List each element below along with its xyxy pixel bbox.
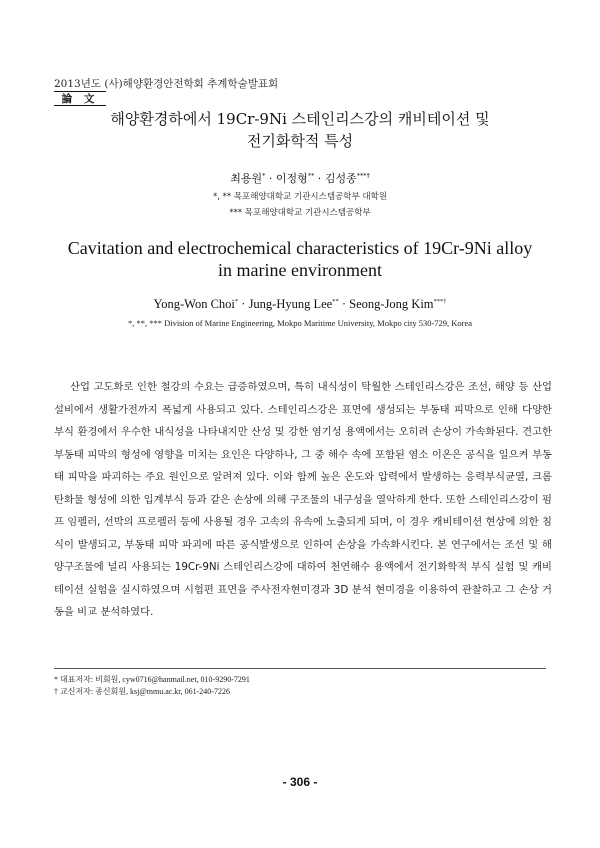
author-separator: · bbox=[265, 172, 276, 185]
footnote-corresponding-author: † 교신저자: 종신회원, ksj@mmu.ac.kr, 061-240-7226 bbox=[54, 687, 230, 696]
author-separator: · bbox=[338, 297, 350, 311]
english-author-3-mark: ***† bbox=[433, 297, 447, 305]
korean-author-2-mark: ** bbox=[307, 171, 315, 180]
english-author-2: Jung-Hyung Lee bbox=[248, 297, 333, 311]
english-author-3: Seong-Jong Kim bbox=[349, 297, 434, 311]
korean-author-1-mark: * bbox=[262, 171, 266, 180]
english-author-1: Yong-Won Choi bbox=[153, 297, 235, 311]
english-author-list bbox=[30, 297, 570, 312]
korean-author-list bbox=[40, 170, 560, 186]
english-affiliation: *, **, *** Division of Marine Engineering, Mokpo Maritime University, Mokpo city 530-729, Korea bbox=[127, 318, 473, 328]
korean-author-2: 이정형 bbox=[275, 172, 308, 185]
english-title-line-2: in marine environment bbox=[218, 260, 382, 280]
article-type-badge: 論 文 bbox=[54, 91, 106, 106]
english-author-2-mark: ** bbox=[332, 297, 339, 305]
korean-affiliation-1: *, ** 목포해양대학교 기관시스템공학부 대학원 bbox=[212, 192, 388, 202]
korean-affiliation-2: *** 목포해양대학교 기관시스템공학부 bbox=[229, 208, 371, 218]
author-separator: · bbox=[314, 172, 325, 185]
abstract-paragraph: 산업 고도화로 인한 철강의 수요는 급증하였으며, 특히 내식성이 탁월한 스테인리스강은 조선, 해양 등 산업설비에서 생활가전까지 폭넓게 사용되고 있다. 스테인리스강은 표면에 생성되는 부동태 피막으로 인해 다양한 부식 환경에서 우수한 내식성을 나타내지만 산성 및 강한 염기성 용액에서는 오히려 손상이 가속화된다. 견고한 부동태 피막의 형성에 영향을 미치는 요인은 다양하나, 그 중 해수 속에 포함된 염소 이온은 공식을 일으켜 부동태 피막을 파괴하는 주요 원인으로 알려져 있다. 이와 함께 높은 온도와 압력에서 발생하는 응력부식균열, 크롬탄화물 형성에 의한 입계부식 등과 같은 손상에 의해 구조물의 내구성을 열악하게 한다. 또한 스테인리스강이 펌프 임펠러, 선박의 프로펠러 등에 사용될 경우 고속의 유속에 노출되게 되며, 이 경우 캐비테이션 현상에 의한 침식이 발생되고, 부동태 피막 파괴에 따른 공식발생으로 인하여 손상을 가속화시킨다. 본 연구에서는 조선 및 해양구조물에 널리 사용되는 19Cr-9Ni 스테인리스강에 대하여 천연해수 용액에서 전기화학적 부식 실험 및 캐비테이션 실험을 실시하였으며 시험편 표면을 주사전자현미경과 3D 분석 현미경을 이용하여 관찰하고 그 손상 거동을 비교 분석하였다. bbox=[54, 381, 552, 618]
conference-header: 2013년도 (사)해양환경안전학회 추계학술발표회 bbox=[54, 78, 279, 90]
english-author-1-mark: * bbox=[234, 297, 239, 305]
footnote-lead-author: * 대표저자: 비회원, cyw0716@hanmail.net, 010-9290-7291 bbox=[54, 675, 250, 684]
korean-author-1: 최용원 bbox=[230, 172, 263, 185]
korean-author-3-mark: ***† bbox=[356, 171, 370, 180]
abstract-body bbox=[54, 376, 552, 624]
korean-title-line-2: 전기화학적 특성 bbox=[246, 132, 354, 150]
english-title-line-1: Cavitation and electrochemical characteristics of 19Cr-9Ni alloy bbox=[67, 238, 533, 258]
korean-title-line-1: 해양환경하에서 19Cr-9Ni 스테인리스강의 캐비테이션 및 bbox=[110, 110, 490, 128]
korean-author-3: 김성종 bbox=[324, 172, 357, 185]
author-separator: · bbox=[238, 297, 249, 311]
page-number: - 306 - bbox=[282, 775, 318, 789]
footnote-divider bbox=[54, 668, 546, 669]
